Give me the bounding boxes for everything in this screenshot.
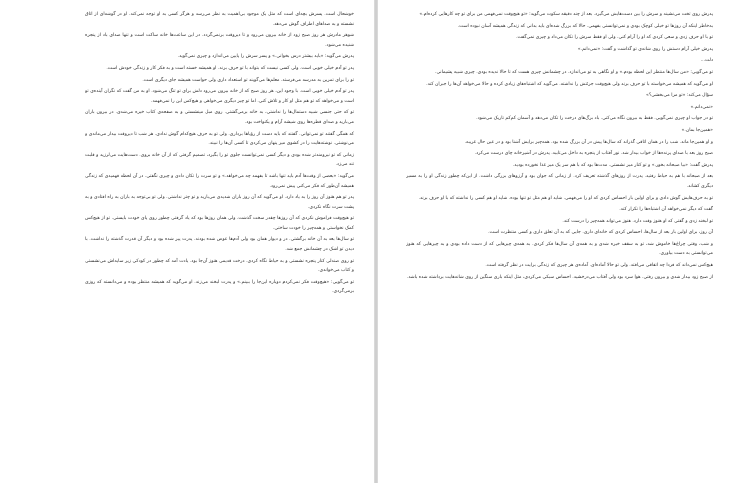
paragraph: و او همین‌جا ماند. شب را در همان اتاقی گذراند که سال‌ها پیش در آن بزرگ شده بود. همه‌چیز برایش آشنا بود و در عین حال غریبه. [464,139,713,145]
paragraph: پدرش روی تخت می‌نشیند و سرش را بین دست‌هایش می‌گیرد. بعد از چند دقیقه سکوت می‌گوید: «تو هیچ‌وقت نمی‌فهمی من برای تو چه کارهایی کرده‌ام.» [419,12,713,17]
paragraph: آن روز، برای اولین بار بعد از سال‌ها، احساس کردی که خانه‌ای داری. جایی که به آن تعلق داری و کسی منتظرت است. [488,230,713,236]
paragraph: پدرش می‌گوید: «باید بیشتر درس بخوانی.» و پسر سرش را پایین می‌اندازد و چیزی نمی‌گوید. [177,54,354,60]
paragraph: هیچ‌کس نمی‌داند که فردا چه اتفاقی می‌افتد. ولی تو حالا آماده‌ای. آماده‌ی هر چیزی که زندگی برایت در نظر گرفته است. [485,263,713,269]
paragraph: بعد از صبحانه با هم به حیاط رفتید. پدرت از روزهای گذشته تعریف کرد. از زمانی که جوان بود و آرزوهای بزرگی داشت. از این‌که چطور زندگی او را به مسیر دیگری کشاند. [406,174,713,189]
paragraph: که همگی گفتند تو نمی‌توانی. گفتند که باید دست از رؤیاها برداری. ولی تو به حرف هیچ‌کدام گوش ندادی. هر شب تا دیروقت بیدار می‌ماندی و می‌نوشتی. نوشته‌هایت را در کشوی میز پنهان می‌کردی تا کسی آن‌ها را نبیند. [85,131,354,147]
paragraph: گفت که دیگر نمی‌خواهد آن اشتباه‌ها را تکرار کند. [619,207,713,213]
left-page [0,0,375,483]
paragraph: تو با او حرف زدی و سعی کردی که او را آرام کنی. ولی او فقط سرش را تکان می‌داد و چیزی نمی‌گفت. [516,35,713,41]
paragraph: سؤال می‌کند: «تو مرا می‌بخشی؟» [646,93,713,99]
paragraph: «نمی‌دانم.» [690,104,713,110]
paragraph: به‌خاطر اینکه آن روزها تو خیلی کوچک بودی و نمی‌توانستی بفهمی. حالا که بزرگ شده‌ای باید بدانی که زندگی همیشه آسان نبوده است. [457,23,713,29]
paragraph: «همین‌جا بمان.» [681,127,713,133]
paragraph: پدر تو هم هنوز آن روز را به یاد دارد. او می‌گوید که آن روز باران شدیدی می‌بارید و تو چتر نداشتی. ولی تو بی‌توجه به باران به راه افتادی و به پشت سرت نگاه نکردی. [85,195,354,210]
right-page [377,0,753,483]
paragraph: تو در جواب او چیزی نمی‌گویی. فقط به بیرون نگاه می‌کنی. باد برگ‌های درخت را تکان می‌دهد و آسمان کم‌کم تاریک می‌شود. [476,116,713,122]
paragraph: تو روی صندلی کنار پنجره نشستی و به حیاط نگاه کردی. درخت قدیمی هنوز آن‌جا بود. یادت آمد که چطور در کودکی زیر سایه‌اش می‌نشستی و کتاب می‌خواندی. [85,258,354,274]
paragraph: زمانی که تو نیرومندتر شده بودی و دیگر کسی نمی‌توانست جلوی تو را بگیرد، تصمیم گرفتی که از آن خانه بروی. دست‌هایت می‌لرزید و قلبت تند می‌زد. [85,152,354,168]
paragraph: تو می‌گویی: «من سال‌ها منتظر این لحظه بودم.» و او نگاهی به تو می‌اندازد. در چشمانش چیزی هست که تا حالا ندیده بودی. چیزی شبیه پشیمانی. [435,69,713,75]
right-page-text [406,10,713,477]
paragraph: دلت... [700,58,713,64]
paragraph: پدرش خیلی آرام دستش را روی شانه‌ی تو گذاشت و گفت: «نمی‌دانم.» [577,46,713,52]
paragraph: تو سال‌ها بعد به آن خانه برگشتی. در و دیوار همان بود ولی آدم‌ها عوض شده بودند. پدرت پیر شده بود و دیگر آن قدرت گذشته را نداشت. با دیدن تو اشک در چشمانش جمع شد. [85,237,354,253]
left-page-text [85,10,354,477]
paragraph: تو که حتی جنسی شبیه دستمال‌ها را نداشتی، به خانه برمی‌گشتی. روی مبل مینشستی و به صفحه‌ی کتاب خیره می‌شدی. در بیرون باران می‌بارید و صدای قطره‌ها روی شیشه آرام و یکنواخت بود. [85,110,354,125]
paragraph: تو را برای تمرین به مدرسه می‌فرستد. معلم‌ها می‌گویند تو استعداد داری ولی حواست همیشه جای دیگری است. [142,77,354,83]
paragraph: تو به حرف‌هایش گوش دادی و برای اولین بار احساس کردی که او را می‌فهمی. شاید او هم مثل تو تنها بوده. شاید او هم کسی را نداشته که با او حرف بزند. [418,195,713,201]
paragraph: تو لبخند زدی و گفتی که او هنوز وقت دارد. هنوز می‌تواند همه‌چیز را درست کند. [562,218,713,224]
paragraph: پدر تو آدم خیلی خوبی است. ولی کسی نیست که بتواند با تو حرف بزند. او همیشه خسته است و به فکر کار و زندگی خودش است. [106,65,354,71]
paragraph: صبح روز بعد با صدای پرنده‌ها از خواب بیدار شد. نور آفتاب از پنجره به داخل می‌تابید. پدرش در آشپزخانه چای درست می‌کرد. [474,151,713,157]
paragraph: تو هیچ‌وقت فراموش نکردی که آن روزها چقدر سخت گذشت. ولی همان روزها بود که یاد گرفتی چطور روی پای خودت بایستی. تو از هیچ‌کس کمک نخواستی و همه‌چیز را خودت ساختی. [85,216,354,231]
paragraph: تو می‌گویی: «هیچ‌وقت فکر نمی‌کردم دوباره این‌جا را ببینم.» و پدرت لبخند می‌زند. او می‌گوید که همیشه منتظر بوده و می‌دانسته که روزی برمی‌گردی. [85,279,354,295]
paragraph: خوشحال است. پسرش بچه‌ای است که مثل یک موجود بی‌اهمیت به نظر می‌رسد و هرگز کسی به او توجه نمی‌کند. او در گوشه‌ای از اتاق نشسته و به صداهای اطراف گوش می‌دهد. [85,12,354,27]
paragraph: پدر تو آدم خیلی خوبی است. با وجود این، هر روز صبح که از خانه بیرون می‌رود دلش برای تو تنگ می‌شود. او به من گفت که نگران آینده‌ی تو است و می‌خواهد که تو هم مثل او کار و تلاش کنی. اما تو چیز دیگری می‌خواهی و هیچ‌کس این را نمی‌فهمد. [85,89,354,104]
paragraph: او می‌گوید که همیشه می‌خواسته با تو حرف بزند ولی هیچ‌وقت جرئتش را نداشته. می‌گوید که اشتباه‌های زیادی کرده و حالا می‌خواهد آن‌ها را جبران کند. [426,81,713,87]
paragraph: شوهر مادرش هر روز صبح زود از خانه بیرون می‌رود و تا دیروقت برنمی‌گردد. در این ساعت‌ها خانه ساکت است و تنها صدای باد از پنجره شنیده می‌شود. [85,33,354,48]
paragraph: پدرش گفت: «بیا صبحانه بخور.» و تو کنار میز نشستی. مدت‌ها بود که با هم سر یک میز غذا نخورده بودید. [512,162,713,168]
paragraph: و شب، وقتی چراغ‌ها خاموش شد، تو به سقف خیره شدی و به همه‌ی آن سال‌ها فکر کردی. به همه‌ی چیزهایی که از دست داده بودی و به چیزهایی که هنوز می‌توانستی به دست بیاوری. [406,241,713,257]
paragraph: می‌گوید: «بعضی از وقت‌ها آدم باید تنها باشد تا بفهمد چه می‌خواهد.» و تو سرت را تکان دادی و چیزی نگفتی. در آن لحظه فهمیدی که زندگی همیشه آن‌طور که فکر می‌کنی پیش نمی‌رود. [85,173,354,189]
paragraph: از صبح زود بیدار شدی و بیرون رفتی. هوا سرد بود ولی آفتاب می‌درخشید. احساس سبکی می‌کردی، مثل اینکه باری سنگین از روی شانه‌هایت برداشته شده باشد. [406,274,713,280]
